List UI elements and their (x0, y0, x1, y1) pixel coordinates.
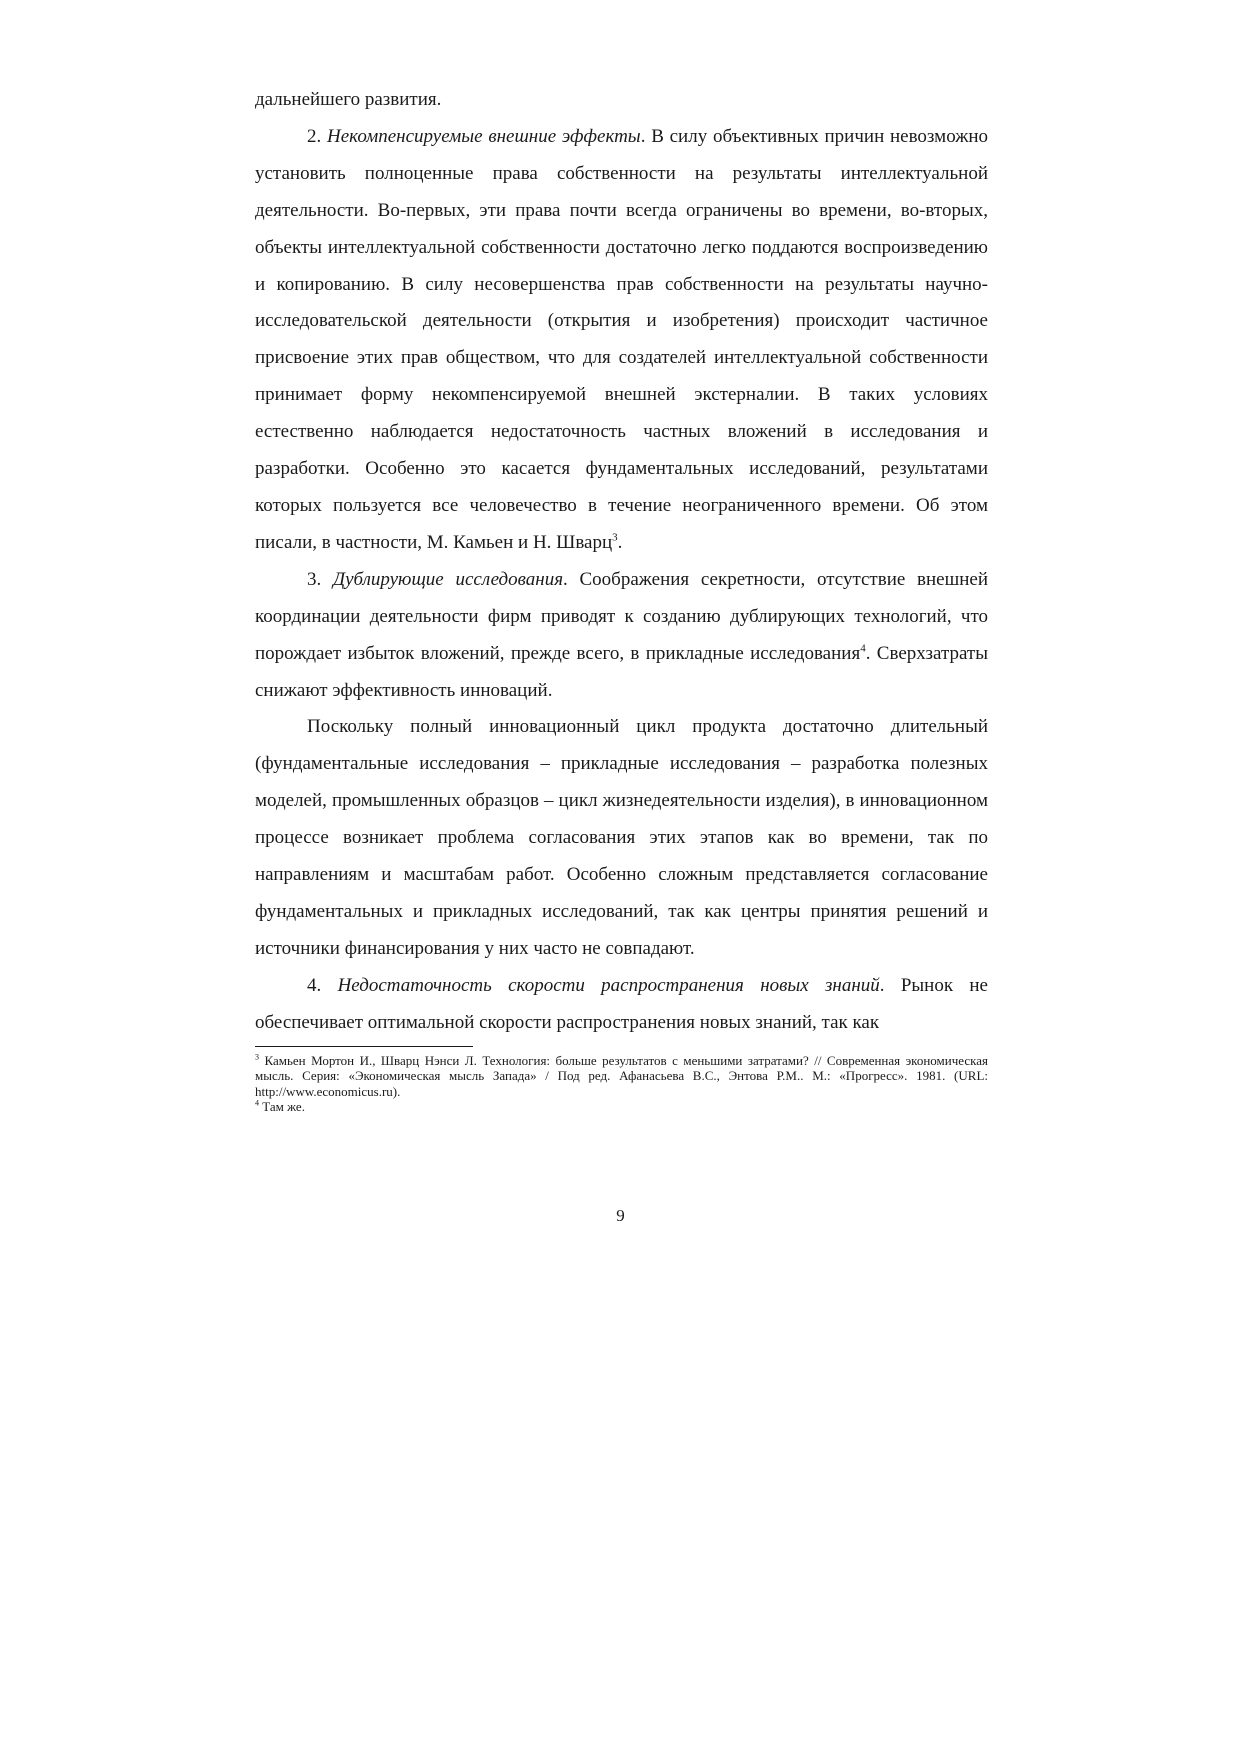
footnote-3-number: 3 (255, 1052, 259, 1062)
lead-fragment (255, 82, 988, 119)
footnote-ref-3[interactable]: 3 (612, 531, 618, 544)
paragraph-2 (255, 119, 988, 562)
paragraph-3-text: . Соображения секретности, отсутствие внешней координации деятельности фирм приводят к созданию дублирующих технологий, что порождает избыток вложений, прежде всего, в прикладные исследования (255, 568, 988, 664)
paragraph-2-title: Некомпенсируемые внешние эффекты (327, 125, 641, 147)
paragraph-2-tail: . (617, 531, 623, 553)
paragraph-2-number: 2. (307, 125, 322, 147)
footnote-divider (255, 1046, 473, 1047)
footnote-4-text: Там же. (262, 1099, 305, 1115)
paragraph-3-number: 3. (307, 568, 322, 590)
paragraph-3-title: Дублирующие исследования (332, 568, 564, 590)
paragraph-3 (255, 562, 988, 710)
paragraph-4-title: Недостаточность скорости распространения новых знаний (337, 974, 880, 996)
footnote-4 (255, 1099, 988, 1115)
footnote-3 (255, 1053, 988, 1100)
footnote-4-number: 4 (255, 1098, 259, 1108)
footnote-3-text: Камьен Мортон И., Шварц Нэнси Л. Технология: больше результатов с меньшими затратами? // Современная экономическая мысль. Серия: «Экономическая мысль Запада» / Под ред. Афанасьева В.С., Энтова Р.М.. М.: «Прогресс». 1981. (URL: http://www.economicus.ru). (255, 1052, 988, 1099)
paragraph-cycle-text: Поскольку полный инновационный цикл продукта достаточно длительный (фундаментальные исследования – прикладные исследования – разработка полезных моделей, промышленных образцов – цикл жизнедеятельности изделия), в инновационном процессе возникает проблема согласования этих этапов как во времени, так по направлениям и масштабам работ. Особенно сложным представляется согласование фундаментальных и прикладных исследований, так как центры принятия решений и источники финансирования у них часто не совпадают. (255, 716, 988, 959)
document-page (255, 82, 988, 1115)
paragraph-2-text: . В силу объективных причин невозможно установить полноценные права собственности на результаты интеллектуальной деятельности. Во-первых, эти права почти всегда ограничены во времени, во-вторых, объекты интеллектуальной собственности достаточно легко поддаются воспроизведению и копированию. В силу несовершенства прав собственности на результаты научно-исследовательской деятельности (открытия и изобретения) происходит частичное присвоение этих прав обществом, что для создателей интеллектуальной собственности принимает форму некомпенсируемой внешней экстерналии. В таких условиях естественно наблюдается недостаточность частных вложений в исследования и разработки. Особенно это касается фундаментальных исследований, результатами которых пользуется все человечество в течение неограниченного времени. Об этом писали, в частности, М. Камьен и Н. Шварц (255, 125, 989, 553)
footnote-ref-4[interactable]: 4 (860, 642, 866, 655)
paragraph-4 (255, 968, 988, 1042)
paragraph-4-number: 4. (307, 974, 322, 996)
paragraph-cycle (255, 709, 988, 967)
paragraph-3-tail: . Сверхзатраты снижают эффективность инноваций. (255, 642, 988, 701)
footnotes (255, 1053, 988, 1115)
lead-fragment-text: дальнейшего развития. (255, 89, 442, 110)
paragraph-4-text: . Рынок не обеспечивает оптимальной скорости распространения новых знаний, так как (255, 974, 988, 1033)
page-number: 9 (616, 1206, 625, 1225)
